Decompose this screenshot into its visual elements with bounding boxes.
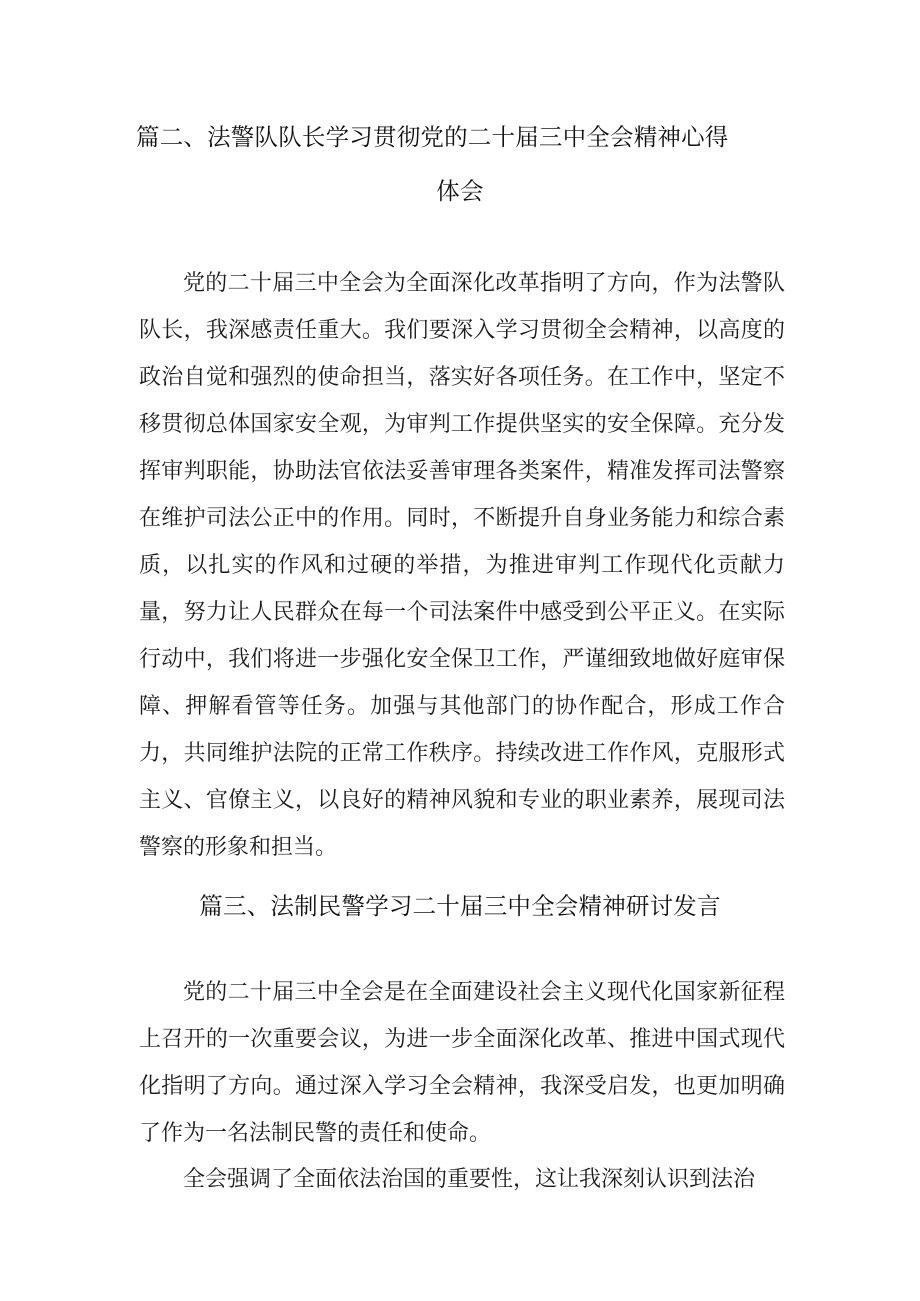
section2-title-line2: 体会: [436, 177, 484, 205]
section3-paragraph-2: 全会强调了全面依法治国的重要性，这让我深刻认识到法治: [183, 1167, 756, 1192]
section3-paragraph-1: 党的二十届三中全会是在全面建设社会主义现代化国家新征程上召开的一次重要会议，为进一步全面深化改革、推进中国式现代化指明了方向。通过深入学习全会精神，我深受启发，也更加明确了作为一名法制民警的责任和使命。: [139, 980, 785, 1146]
section3-title: 篇三、法制民警学习二十届三中全会精神研讨发言: [199, 892, 721, 920]
section2-title-line1: 篇二、法警队队长学习贯彻党的二十届三中全会精神心得: [136, 123, 729, 151]
section2-paragraph: 党的二十届三中全会为全面深化改革指明了方向，作为法警队队长，我深感责任重大。我们要深入学习贯彻全会精神，以高度的政治自觉和强烈的使命担当，落实好各项任务。在工作中，坚定不移贯彻总体国家安全观，为审判工作提供坚实的安全保障。充分发挥审判职能，协助法官依法妥善审理各类案件，精准发挥司法警察在维护司法公正中的作用。同时，不断提升自身业务能力和综合素质，以扎实的作风和过硬的举措，为推进审判工作现代化贡献力量，努力让人民群众在每一个司法案件中感受到公平正义。在实际行动中，我们将进一步强化安全保卫工作，严谨细致地做好庭审保障、押解看管等任务。加强与其他部门的协作配合，形成工作合力，共同维护法院的正常工作秩序。持续改进工作作风，克服形式主义、官僚主义，以良好的精神风貌和专业的职业素养，展现司法警察的形象和担当。: [139, 271, 785, 860]
